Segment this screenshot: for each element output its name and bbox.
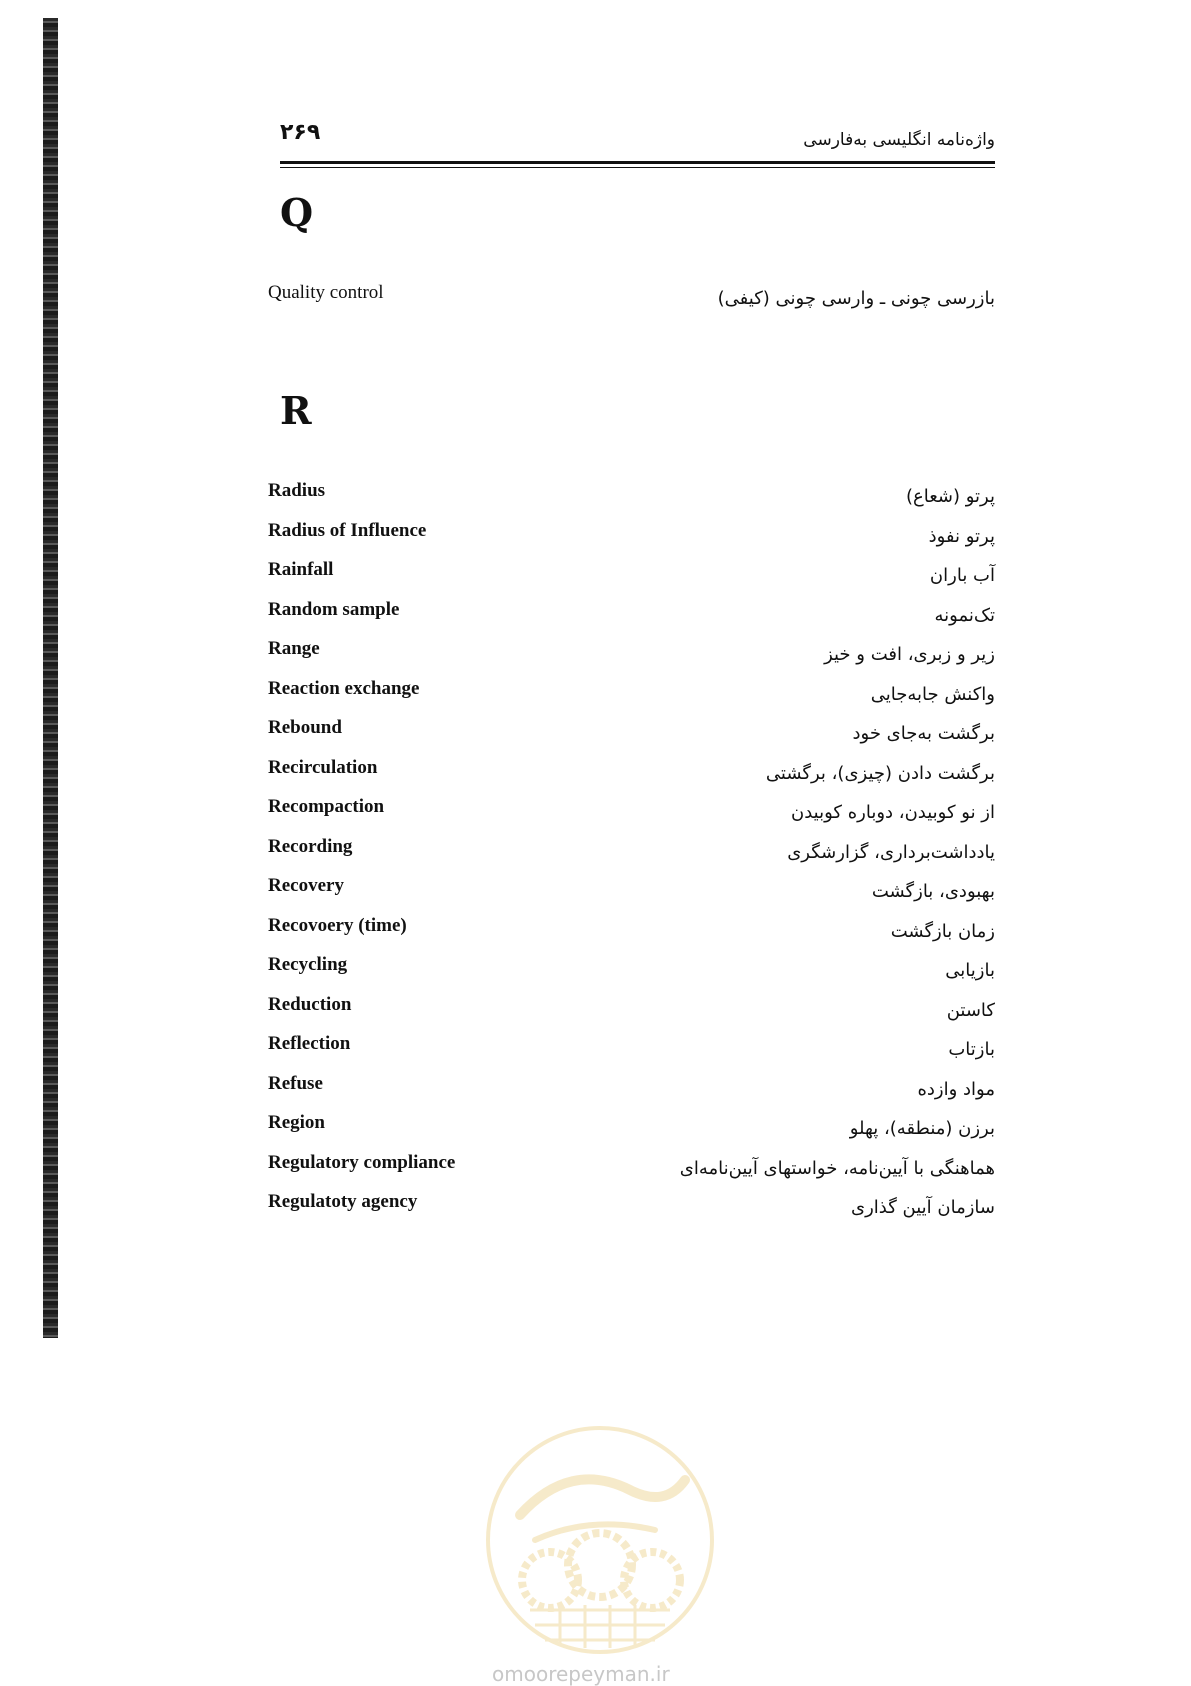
glossary-entry — [268, 638, 995, 678]
english-term: Refuse — [268, 1072, 323, 1094]
glossary-entry — [268, 678, 995, 718]
persian-term: واکنش جابه‌جایی — [870, 683, 995, 705]
english-term: Regulatoty agency — [268, 1191, 418, 1212]
english-term: Radius of Influence — [268, 519, 427, 541]
english-term: Range — [268, 638, 320, 659]
english-term: Reflection — [268, 1033, 351, 1054]
persian-term: برگشت به‌جای خود — [852, 723, 995, 744]
scan-border-strip — [43, 18, 58, 1338]
english-term: Random sample — [268, 598, 400, 620]
persian-term: از نو کوبیدن، دوباره کوبیدن — [791, 802, 995, 823]
glossary-entry — [268, 520, 995, 560]
watermark-text: omoorepeyman.ir — [492, 1662, 670, 1686]
english-term: Reduction — [268, 993, 352, 1015]
persian-term: پرتو نفوذ — [928, 525, 995, 547]
glossary-entry — [268, 282, 995, 322]
glossary-entry — [268, 915, 995, 955]
glossary-entry — [268, 1112, 995, 1152]
persian-term: کاستن — [946, 999, 995, 1021]
glossary-entry — [268, 836, 995, 876]
persian-term: بازرسی چونی ـ وارسی چونی (کیفی) — [717, 288, 995, 309]
persian-term: یادداشت‌برداری، گزارشگری — [787, 841, 995, 863]
entries-q — [268, 282, 995, 322]
watermark-emblem-icon — [480, 1420, 720, 1660]
english-term: Radius — [268, 480, 326, 501]
glossary-entry — [268, 796, 995, 836]
glossary-entry — [268, 954, 995, 994]
header-rule-thin — [280, 167, 995, 168]
english-term: Rainfall — [268, 559, 334, 580]
persian-term: زمان بازگشت — [890, 920, 995, 942]
english-term: Quality control — [268, 282, 384, 303]
persian-term: زیر و زبری، افت و خیز — [824, 644, 995, 665]
english-term: Rebound — [268, 717, 342, 738]
persian-term: سازمان آیین گذاری — [851, 1197, 995, 1218]
glossary-entry — [268, 757, 995, 797]
english-term: Recirculation — [268, 756, 378, 778]
persian-term: بازیابی — [945, 960, 995, 981]
glossary-entry — [268, 1033, 995, 1073]
english-term: Recompaction — [268, 796, 385, 817]
persian-term: پرتو (شعاع) — [905, 486, 995, 507]
persian-term: بهبودی، بازگشت — [871, 881, 995, 902]
entries-r — [268, 480, 995, 1231]
glossary-entry — [268, 599, 995, 639]
english-term: Recycling — [268, 954, 348, 975]
glossary-entry — [268, 480, 995, 520]
glossary-entry — [268, 994, 995, 1034]
glossary-entry — [268, 1073, 995, 1113]
english-term: Recording — [268, 835, 353, 857]
persian-term: مواد وازده — [917, 1078, 995, 1100]
persian-term: بازتاب — [948, 1039, 995, 1060]
persian-term: تک‌نمونه — [934, 604, 995, 626]
persian-term: برزن (منطقه)، پهلو — [849, 1118, 995, 1139]
section-letter-r: R — [280, 388, 312, 433]
glossary-entry — [268, 1191, 995, 1231]
running-head: واژه‌نامه انگلیسی به‌فارسی — [803, 130, 995, 150]
glossary-entry — [268, 875, 995, 915]
persian-term: برگشت دادن (چیزی)، برگشتی — [765, 762, 995, 784]
glossary-entry — [268, 559, 995, 599]
english-term: Region — [268, 1112, 325, 1133]
glossary-entry — [268, 1152, 995, 1192]
english-term: Recovery — [268, 875, 344, 896]
english-term: Regulatory compliance — [268, 1151, 456, 1173]
page-number: ۲۶۹ — [280, 120, 321, 145]
english-term: Reaction exchange — [268, 677, 420, 699]
persian-term: هماهنگی با آیین‌نامه، خواستهای آیین‌نامه‌ای — [679, 1157, 995, 1179]
header-rule — [280, 161, 995, 164]
section-letter-q: Q — [280, 190, 314, 235]
english-term: Recovoery (time) — [268, 914, 407, 936]
glossary-entry — [268, 717, 995, 757]
persian-term: آب باران — [929, 565, 995, 586]
